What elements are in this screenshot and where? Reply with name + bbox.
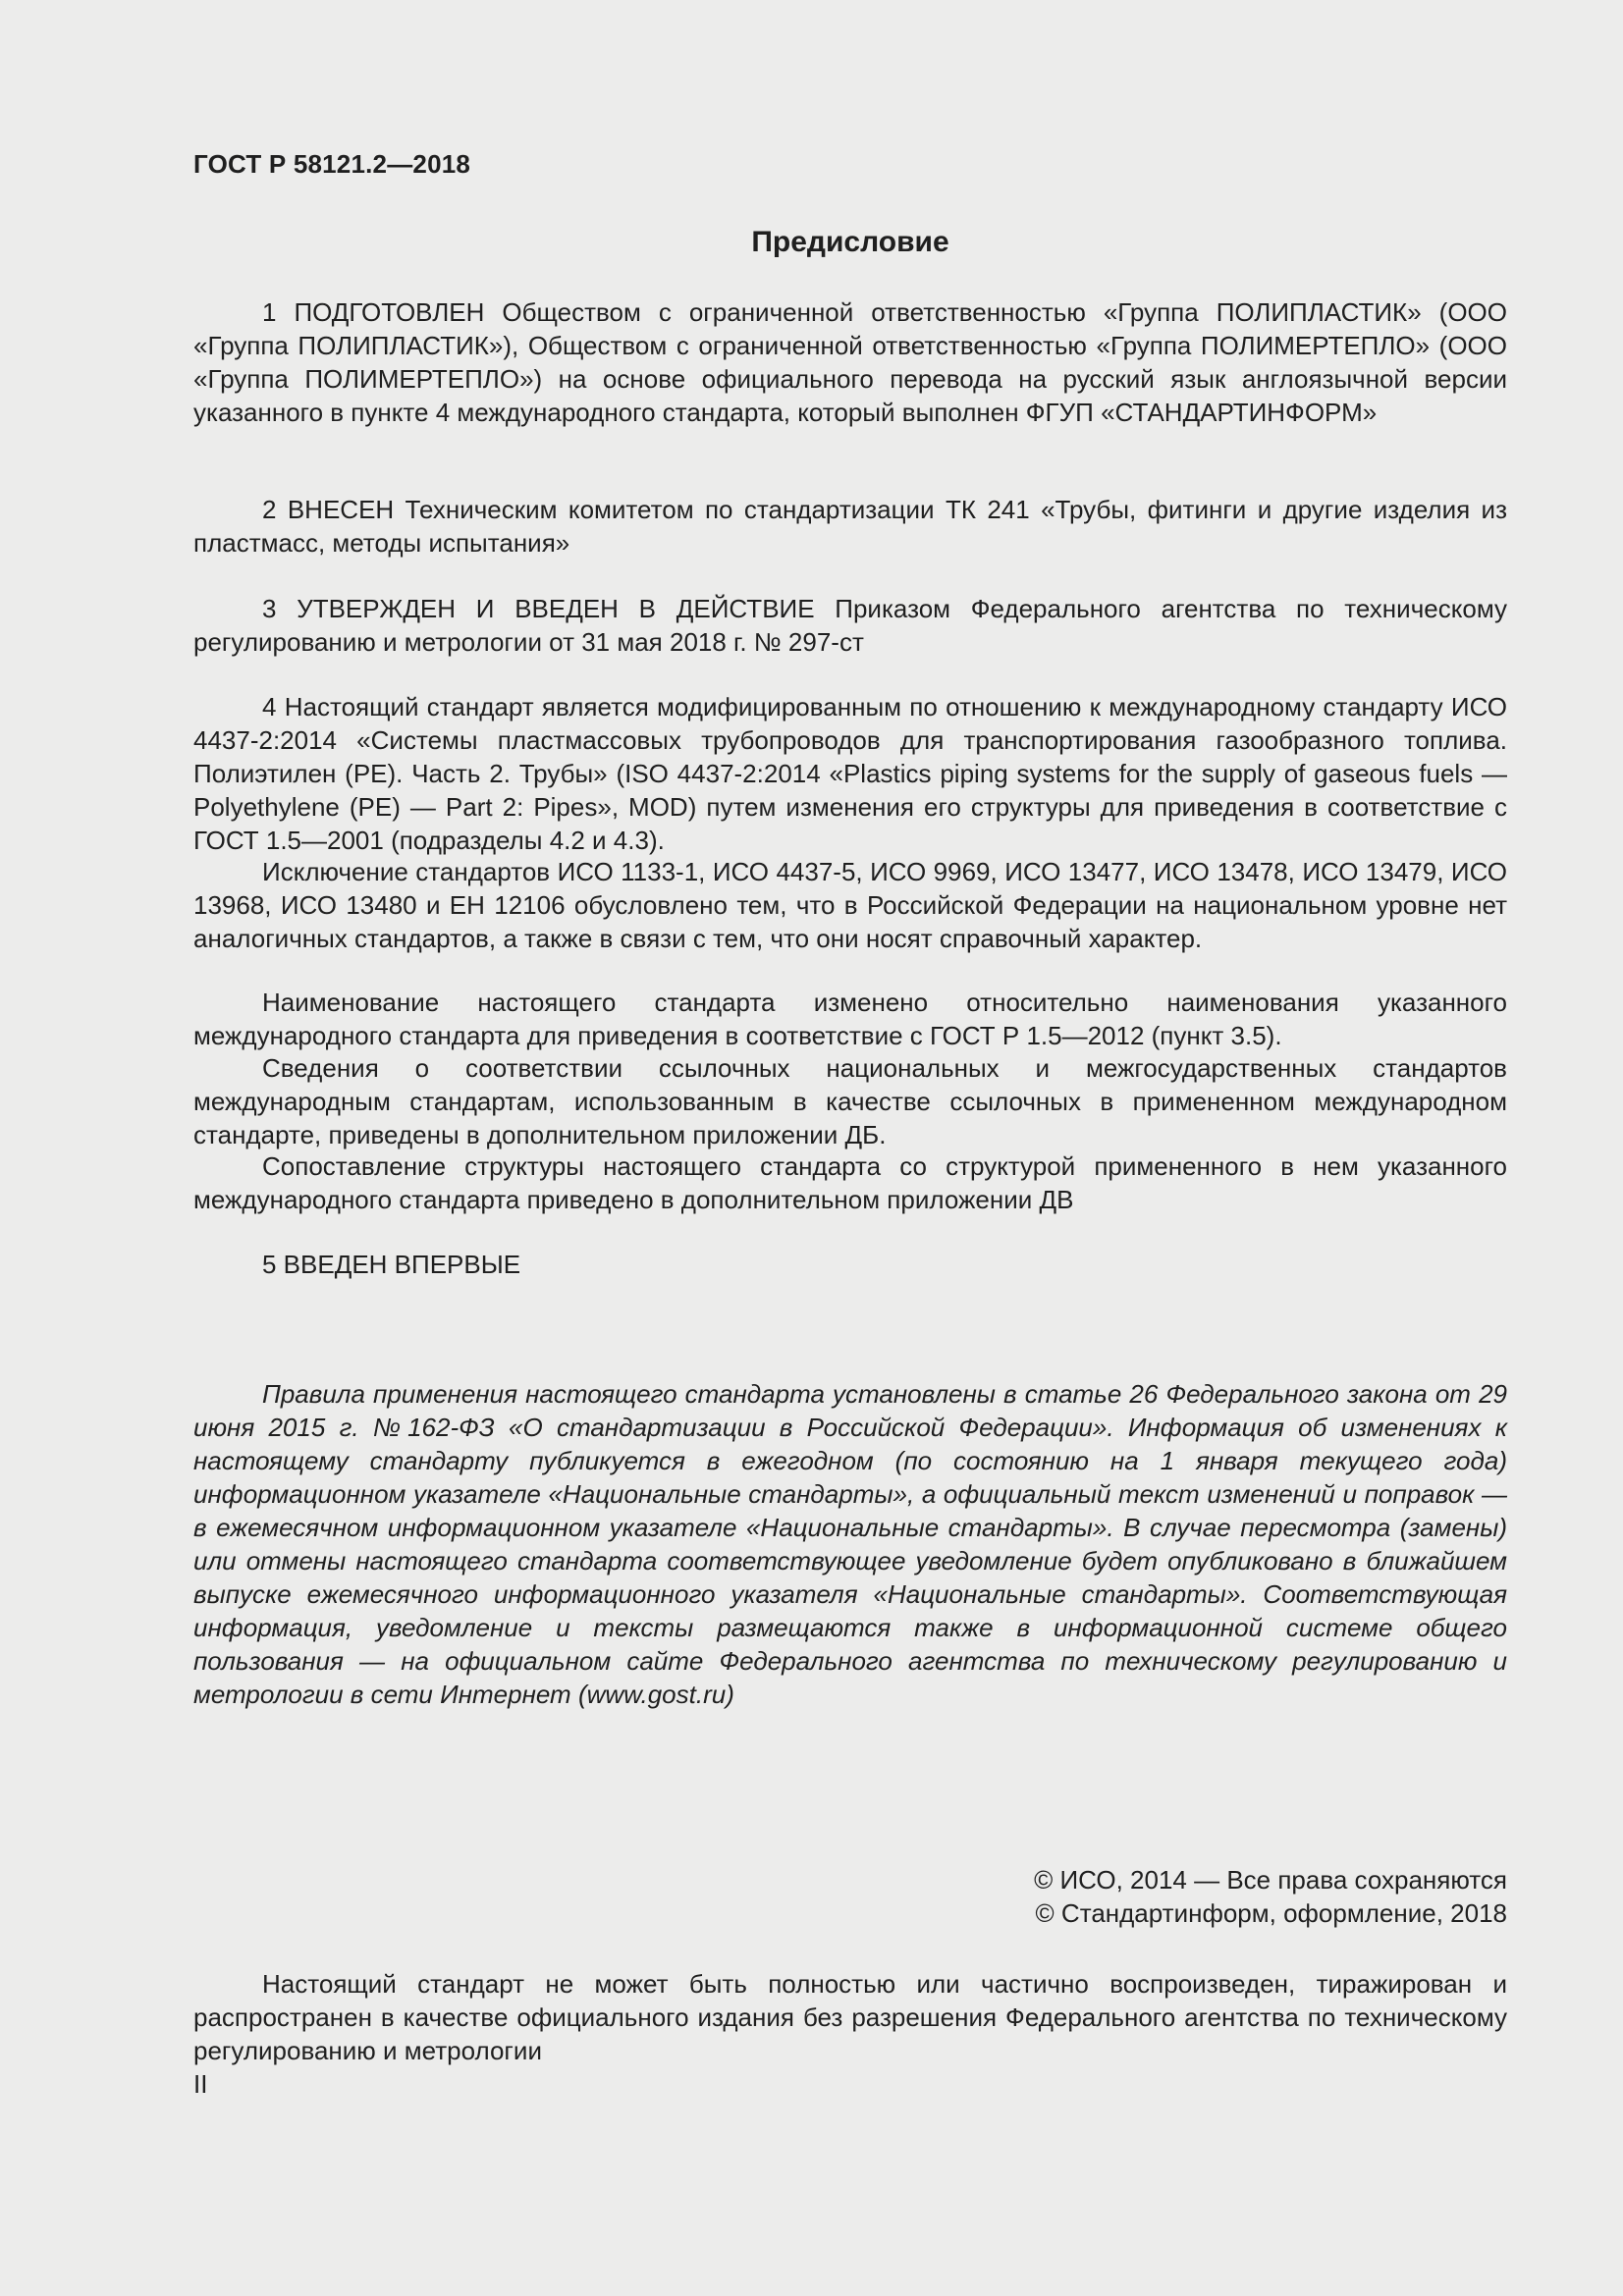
paragraph-structure: Сопоставление структуры настоящего стандарта со структурой примененного в нем указанного международного стандарта приведено в дополнительном приложении ДВ [193, 1151, 1507, 1214]
copyright-standartinform: © Стандартинформ, оформление, 2018 [1035, 1898, 1507, 1928]
page-title: Предисловие [751, 226, 949, 258]
page-number: II [193, 2069, 208, 2099]
paragraph-name-change: Наименование настоящего стандарта изменено относительно наименования указанного международного стандарта для приведения в соответствие с ГОСТ Р 1.5—2012 (пункт 3.5). [193, 988, 1507, 1050]
paragraph-exclusion: Исключение стандартов ИСО 1133-1, ИСО 4437-5, ИСО 9969, ИСО 13477, ИСО 13478, ИСО 13479, ИСО 13968, ИСО 13480 и ЕН 12106 обусловлено тем, что в Российской Федерации на национальном уровне нет аналогичных стандартов, а также в связи с тем, что они носят справочный характер. [193, 857, 1507, 953]
paragraph-first-introduced: 5 ВВЕДЕН ВПЕРВЫЕ [262, 1250, 521, 1279]
paragraph-introduced: 2 ВНЕСЕН Техническим комитетом по стандартизации ТК 241 «Трубы, фитинги и другие изделия из пластмасс, методы испытания» [193, 495, 1507, 558]
copyright-iso: © ИСО, 2014 — Все права сохраняются [1034, 1865, 1507, 1895]
copyright-block [193, 1863, 1507, 1930]
document-header: ГОСТ Р 58121.2—2018 [193, 149, 471, 179]
paragraph-prepared: 1 ПОДГОТОВЛЕН Обществом с ограниченной ответственностью «Группа ПОЛИПЛАСТИК» (ООО «Группа ПОЛИПЛАСТИК»), Обществом с ограниченной ответственностью «Группа ПОЛИМЕРТЕПЛО» (ООО «Группа ПОЛИМЕРТЕПЛО») на основе официального перевода на русский язык англоязычной версии указанного в пункте 4 международного стандарта, который выполнен ФГУП «СТАНДАРТИНФОРМ» [193, 297, 1507, 427]
paragraph-approved: 3 УТВЕРЖДЕН И ВВЕДЕН В ДЕЙСТВИЕ Приказом Федерального агентства по техническому регулированию и метрологии от 31 мая 2018 г. № 297-ст [193, 594, 1507, 657]
paragraph-modified: 4 Настоящий стандарт является модифицированным по отношению к международному стандарту ИСО 4437-2:2014 «Системы пластмассовых трубопроводов для транспортирования газообразного топлива. Полиэтилен (PE). Часть 2. Трубы» (ISO 4437-2:2014 «Plastics piping systems for the supply of gaseous fuels — Polyethylene (PE) — Part 2: Pipes», MOD) путем изменения его структуры для приведения в соответствие с ГОСТ 1.5—2001 (подразделы 4.2 и 4.3). [193, 692, 1507, 855]
reproduction-notice: Настоящий стандарт не может быть полностью или частично воспроизведен, тиражирован и распространен в качестве официального издания без разрешения Федерального агентства по техническому регулированию и метрологии [193, 1969, 1507, 2065]
paragraph-references: Сведения о соответствии ссылочных национальных и межгосударственных стандартов международным стандартам, использованным в качестве ссылочных в примененном международном стандарте, приведены в дополнительном приложении ДБ. [193, 1053, 1507, 1149]
rules-notice: Правила применения настоящего стандарта установлены в статье 26 Федерального закона от 29 июня 2015 г. №162-ФЗ «О стандартизации в Российской Федерации». Информация об изменениях к настоящему стандарту публикуется в ежегодном (по состоянию на 1 января текущего года) информационном указателе «Национальные стандарты», а официальный текст изменений и поправок — в ежемесячном информационном указателе «Национальные стандарты». В случае пересмотра (замены) или отмены настоящего стандарта соответствующее уведомление будет опубликовано в ближайшем выпуске ежемесячного информационного указателя «Национальные стандарты». Соответствующая информация, уведомление и тексты размещаются также в информационной системе общего пользования — на официальном сайте Федерального агентства по техническому регулированию и метрологии в сети Интернет (www.gost.ru) [193, 1379, 1507, 1709]
